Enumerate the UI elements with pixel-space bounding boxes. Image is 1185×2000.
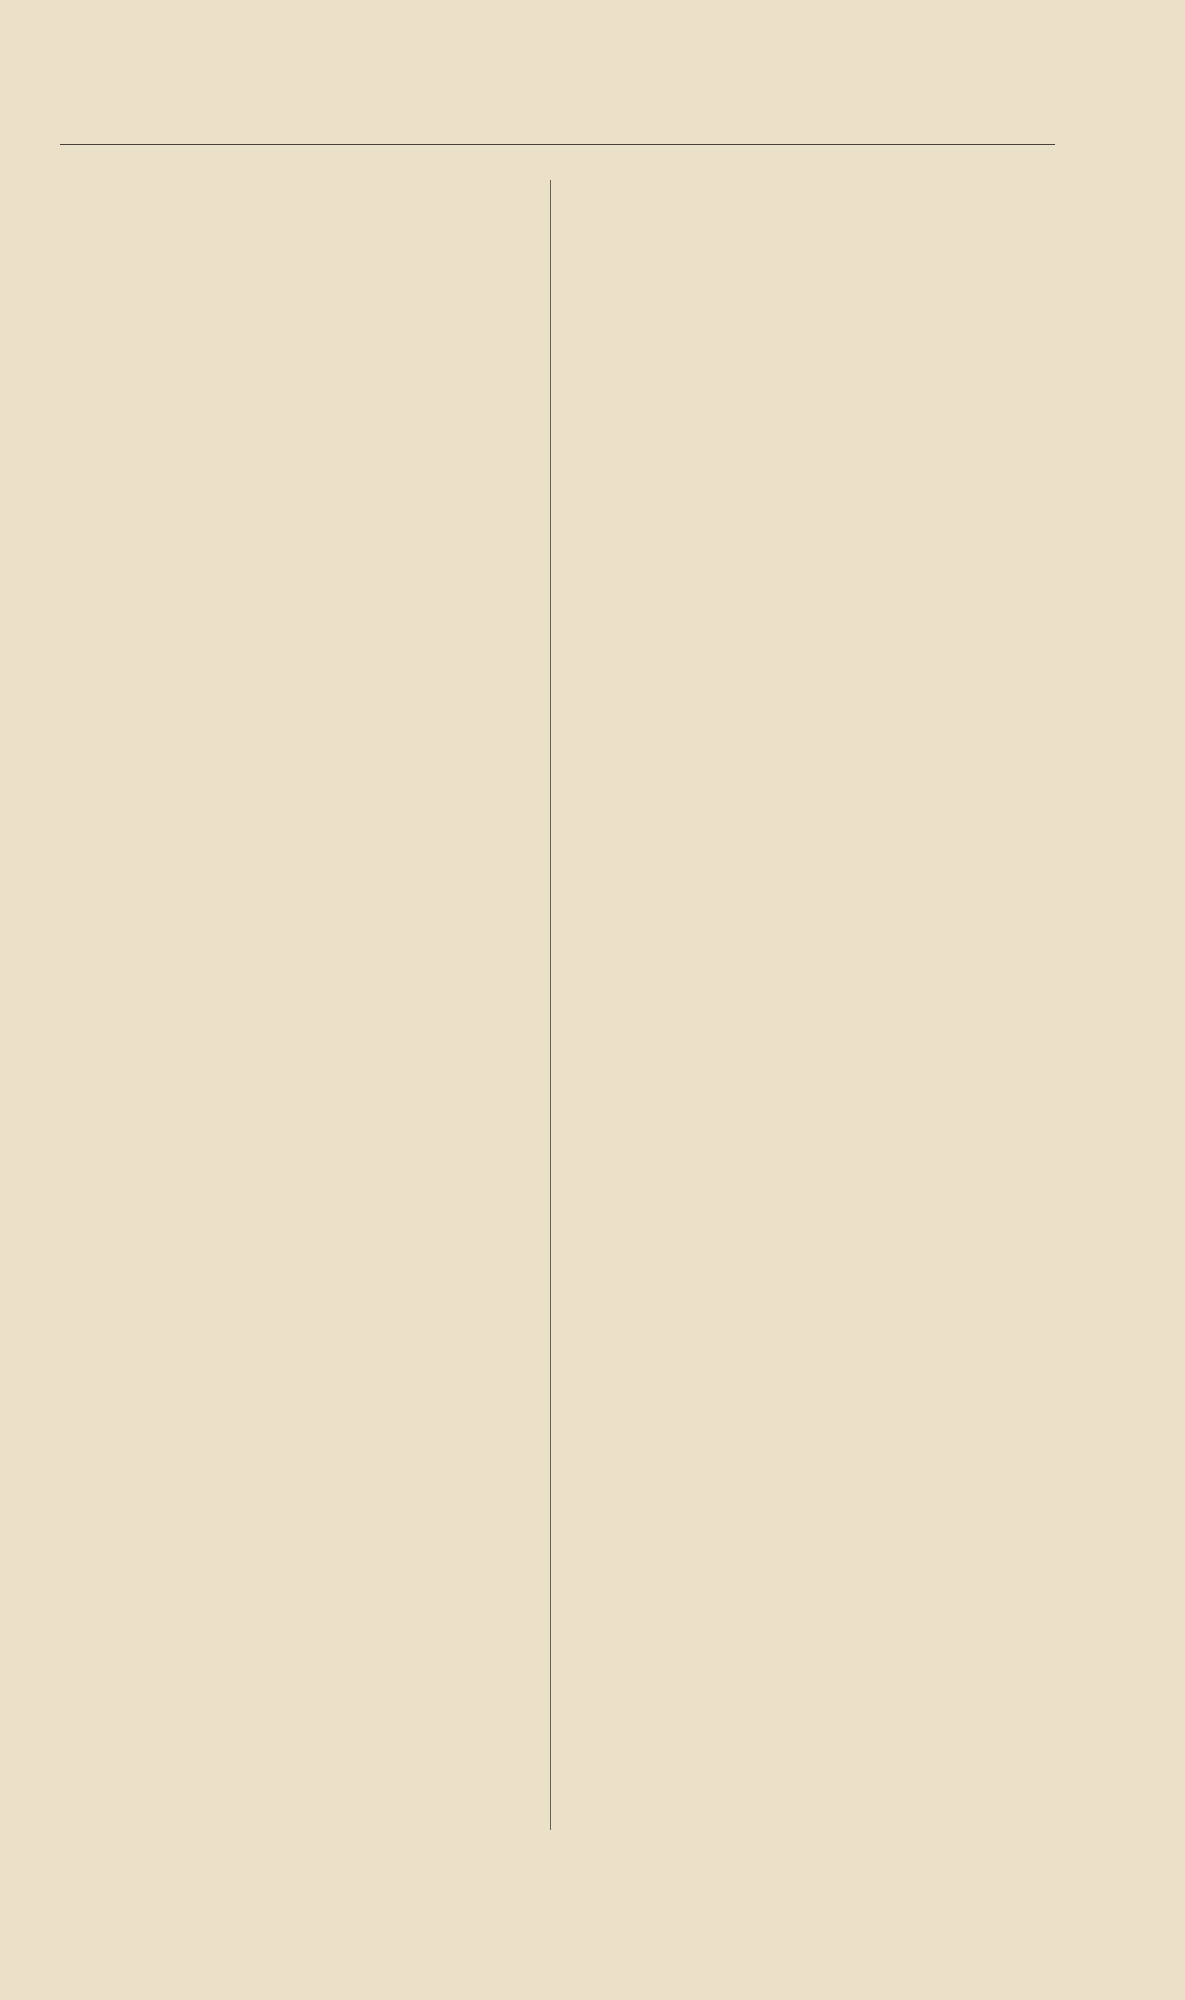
column-divider: [550, 180, 551, 1830]
page-header: [60, 108, 1055, 145]
